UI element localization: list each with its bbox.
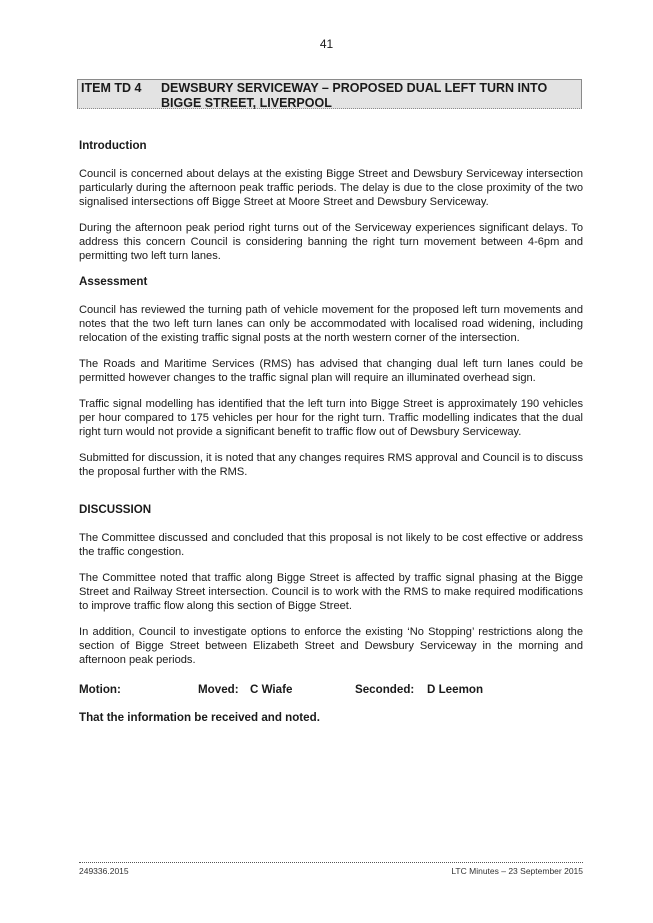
introduction-heading: Introduction	[79, 139, 147, 152]
item-label: ITEM TD 4	[81, 81, 142, 95]
assessment-paragraph: The Roads and Maritime Services (RMS) has advised that changing dual left turn lanes could be permitted however changes to the traffic signal plan will require an illuminated overhead sign.	[79, 358, 583, 384]
moved-label: Moved:	[198, 683, 239, 696]
discussion-paragraph: In addition, Council to investigate options to enforce the existing ‘No Stopping’ restrictions along the section of Bigge Street between Elizabeth Street and Dewsbury Serviceway in the morning and afternoon peak periods.	[79, 626, 583, 666]
motion-row	[79, 683, 583, 699]
item-title: DEWSBURY SERVICEWAY – PROPOSED DUAL LEFT TURN INTO BIGGE STREET, LIVERPOOL	[161, 81, 548, 110]
footer-divider	[79, 862, 583, 863]
document-body	[79, 139, 583, 725]
page-number: 41	[319, 37, 334, 51]
moved-by: C Wiafe	[250, 683, 293, 696]
discussion-paragraph: The Committee discussed and concluded that this proposal is not likely to be cost effective or address the traffic congestion.	[79, 532, 583, 558]
seconded-label: Seconded:	[355, 683, 415, 696]
discussion-heading: DISCUSSION	[79, 503, 152, 516]
item-header-box	[77, 79, 582, 109]
seconded-by: D Leemon	[427, 683, 484, 696]
introduction-paragraph: Council is concerned about delays at the existing Bigge Street and Dewsbury Serviceway intersection particularly during the afternoon peak traffic periods. The delay is due to the close proximity of the two signalised intersections off Bigge Street at Moore Street and Dewsbury Serviceway.	[79, 168, 583, 208]
discussion-paragraph: The Committee noted that traffic along Bigge Street is affected by traffic signal phasing at the Bigge Street and Railway Street intersection. Council is to work with the RMS to make required modifications to improve traffic flow along this section of Bigge Street.	[79, 572, 583, 612]
motion-label: Motion:	[79, 683, 121, 696]
assessment-paragraph: Submitted for discussion, it is noted that any changes requires RMS approval and Council is to discuss the proposal further with the RMS.	[79, 452, 583, 478]
assessment-paragraph: Council has reviewed the turning path of vehicle movement for the proposed left turn movements and notes that the two left turn lanes can only be accommodated with localised road widening, including relocation of the existing traffic signal posts at the north western corner of the intersection.	[79, 304, 583, 344]
footer-meeting-date: LTC Minutes – 23 September 2015	[451, 866, 583, 876]
introduction-paragraph: During the afternoon peak period right turns out of the Serviceway experiences significant delays. To address this concern Council is considering banning the right turn movement between 4-6pm and permitting two left turn lanes.	[79, 222, 583, 262]
assessment-heading: Assessment	[79, 275, 148, 288]
assessment-paragraph: Traffic signal modelling has identified that the left turn into Bigge Street is approximately 190 vehicles per hour compared to 175 vehicles per hour for the right turn. Traffic modelling indicates that the dual right turn would not provide a significant benefit to traffic flow out of Dewsbury Serviceway.	[79, 398, 583, 438]
footer-reference: 249336.2015	[79, 866, 129, 876]
resolution: That the information be received and noted.	[79, 711, 320, 724]
